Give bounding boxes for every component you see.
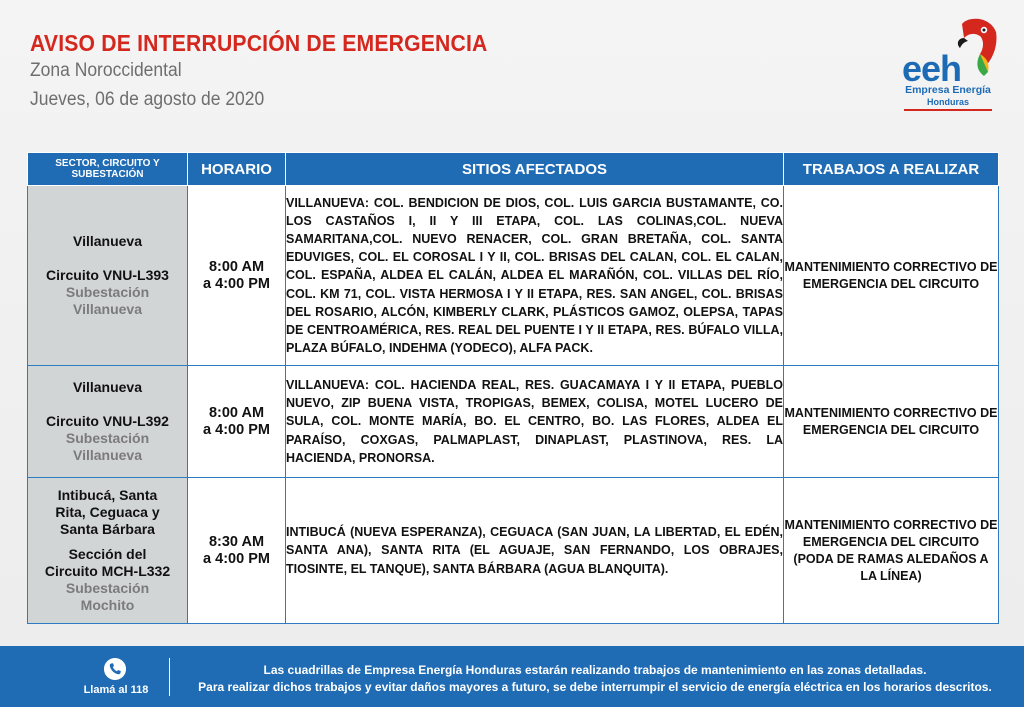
table-row: [28, 366, 999, 478]
time-end: a 4:00 PM: [203, 275, 270, 292]
substation-name: Villanueva: [72, 447, 142, 463]
sites-cell: VILLANUEVA: COL. HACIENDA REAL, RES. GUACAMAYA I Y II ETAPA, PUEBLO NUEVO, ZIP BUENA VISTA, TROPIGAS, BEMEX, COLISA, MOTEL LUCERO DE SULA, COL. MONTE MARÍA, BO. EL CENTRO, BO. LAS FLORES, ALDEA EL PARAÍSO, COXGAS, PALMAPLAST, DINAPLAST, PLASTINOVA, RES. LA HACIENDA, PRONORSA.: [286, 366, 784, 478]
sector-cell: [28, 478, 188, 624]
table-row: [28, 186, 999, 366]
logo-underline: [904, 109, 992, 111]
zone-subtitle: Zona Noroccidental: [30, 60, 182, 81]
substation-name: Villanueva: [72, 301, 142, 317]
time-start: 8:00 AM: [208, 258, 265, 275]
header-horario: HORARIO: [188, 153, 286, 186]
time-end: a 4:00 PM: [203, 550, 270, 567]
time-start: 8:00 AM: [208, 404, 265, 421]
time-cell: [188, 366, 286, 478]
sector-cell: [28, 366, 188, 478]
footer-line2: Para realizar dichos trabajos y evitar daños mayores a futuro, se debe interrumpir el servicio de energía eléctrica en los horarios descritos.: [198, 680, 992, 694]
logo-line1: Empresa Energía: [905, 84, 991, 96]
footer-divider: [169, 658, 170, 696]
sites-cell: INTIBUCÁ (NUEVA ESPERANZA), CEGUACA (SAN JUAN, LA LIBERTAD, EL EDÉN, SANTA ANA), SANTA RITA (EL AGUAJE, SAN FERNANDO, LOS OBRAJES, TIOSINTE, EL TANQUE), SANTA BÁRBARA (AGUA BLANQUITA).: [286, 478, 784, 624]
work-cell: MANTENIMIENTO CORRECTIVO DE EMERGENCIA DEL CIRCUITO: [784, 366, 999, 478]
logo-line2: Honduras: [926, 97, 969, 107]
circuit-name: Circuito VNU-L393: [46, 267, 169, 283]
sector-place: Intibucá, Santa Rita, Ceguaca y Santa Bárbara: [55, 487, 160, 537]
header-sitios: SITIOS AFECTADOS: [286, 153, 784, 186]
circuit-name: Sección del Circuito MCH-L332: [44, 546, 171, 579]
footer-bar: [0, 646, 1024, 707]
table-row: [28, 478, 999, 624]
substation-name: Mochito: [80, 597, 135, 613]
header-sector: SECTOR, CIRCUITO Y SUBESTACIÓN: [28, 153, 188, 186]
substation-label: Subestación: [65, 430, 150, 446]
sector-cell: [28, 186, 188, 366]
date-subtitle: Jueves, 06 de agosto de 2020: [30, 89, 265, 110]
work-cell: MANTENIMIENTO CORRECTIVO DE EMERGENCIA DEL CIRCUITO (PODA DE RAMAS ALEDAÑOS A LA LÍNEA): [784, 478, 999, 624]
sites-cell: VILLANUEVA: COL. BENDICION DE DIOS, COL. LUIS GARCIA BUSTAMANTE, CO. LOS CASTAÑOS I, II Y III ETAPA, COL. LAS COLINAS,COL. NUEVA SAMARITANA,COL. NUEVO RENACER, COL. GRAN BRETAÑA, COL. SANTA EDUVIGES, COL. EL COROSAL I Y II, COL. BRISAS DEL CALAN, COL. EL CALAN, COL. ESPAÑA, ALDEA EL CALÁN, ALDEA EL MARAÑÓN, COL. VILLAS DEL RÍO, COL. KM 71, COL. VISTA HERMOSA I Y II ETAPA, RES. SAN ANGEL, COL. BRISAS DEL ROSARIO, ALCÓN, KIMBERLY CLARK, PLÁSTICOS GAMOZ, OLEPSA, TAPAS DE CENTROAMÉRICA, RES. REAL DEL PUENTE I Y II ETAPA, RES. BÚFALO VILLA, PLAZA BÚFALO, INDEHMA (YODECO), ALFA PACK.: [286, 186, 784, 366]
substation-label: Subestación: [65, 580, 150, 596]
substation-label: Subestación: [65, 284, 150, 300]
call-number[interactable]: Llamá al 118: [83, 684, 149, 696]
time-end: a 4:00 PM: [203, 421, 270, 438]
time-start: 8:30 AM: [208, 533, 265, 550]
sector-place: Villanueva: [72, 233, 142, 249]
interruption-table: [27, 152, 999, 624]
table-header-row: [28, 153, 999, 186]
footer-line1: Las cuadrillas de Empresa Energía Honduras estarán realizando trabajos de mantenimiento en las zonas detalladas.: [263, 663, 927, 677]
logo-wordmark: eeh: [902, 48, 962, 89]
circuit-name: Circuito VNU-L392: [46, 413, 169, 429]
page-title: AVISO DE INTERRUPCIÓN DE EMERGENCIA: [30, 30, 488, 56]
time-cell: [188, 478, 286, 624]
company-logo: [898, 18, 998, 114]
work-cell: MANTENIMIENTO CORRECTIVO DE EMERGENCIA DEL CIRCUITO: [784, 186, 999, 366]
phone-icon[interactable]: [104, 658, 126, 680]
header-trabajos: TRABAJOS A REALIZAR: [784, 153, 999, 186]
sector-place: Villanueva: [72, 379, 142, 395]
time-cell: [188, 186, 286, 366]
